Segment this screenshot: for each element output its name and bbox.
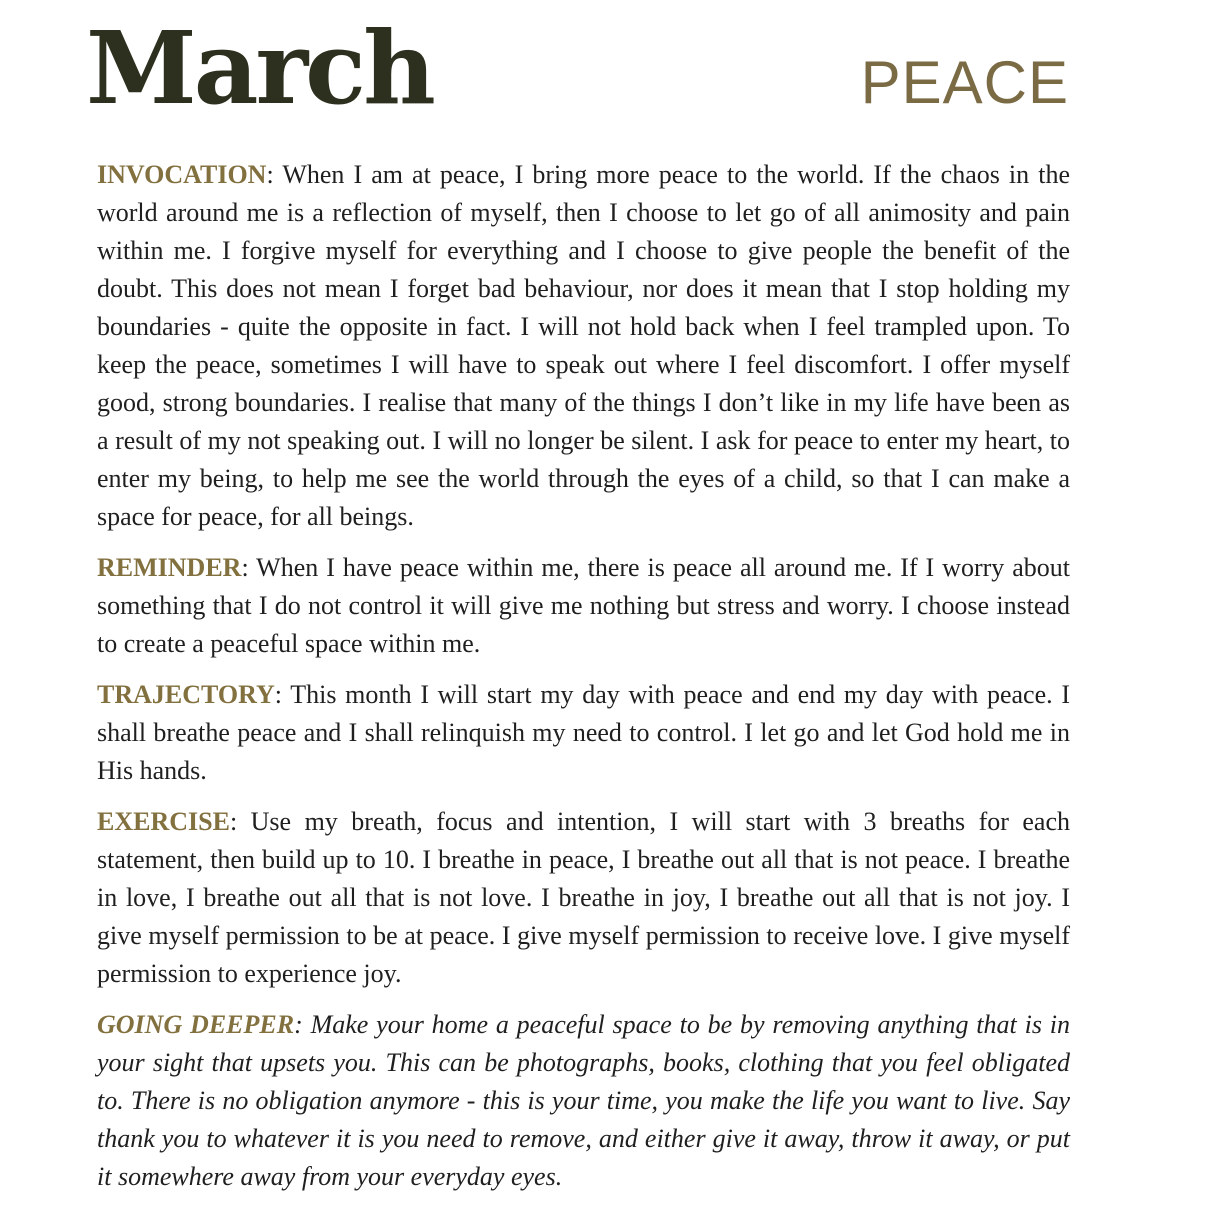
- section-reminder: [97, 549, 1070, 663]
- page-header: [86, 9, 1069, 127]
- month-title: March: [86, 9, 433, 127]
- section-label: GOING DEEPER: [97, 1010, 295, 1039]
- section-label: TRAJECTORY: [97, 680, 275, 709]
- section-label: REMINDER: [97, 553, 242, 582]
- section-separator: :: [294, 1010, 311, 1039]
- section-text: This month I will start my day with peace and end my day with peace. I shall breathe peace and I shall relinquish my need to control. I let go and let God hold me in His hands.: [97, 680, 1070, 785]
- section-label: EXERCISE: [97, 807, 230, 836]
- section-separator: :: [241, 553, 257, 582]
- theme-title: PEACE: [860, 49, 1069, 116]
- section-separator: :: [229, 807, 251, 836]
- section-going-deeper: [97, 1006, 1070, 1196]
- section-separator: :: [274, 680, 291, 709]
- section-text: When I have peace within me, there is peace all around me. If I worry about something that I do not control it will give me nothing but stress and worry. I choose instead to create a peaceful space within me.: [97, 553, 1070, 658]
- section-label: INVOCATION: [97, 160, 267, 189]
- section-exercise: [97, 803, 1070, 993]
- section-text: Use my breath, focus and intention, I will start with 3 breaths for each statement, then build up to 10. I breathe in peace, I breathe out all that is not peace. I breathe in love, I breathe out all that is not love. I breathe in joy, I breathe out all that is not joy. I give myself permission to be at peace. I give myself permission to receive love. I give myself permission to experience joy.: [97, 807, 1070, 988]
- section-text: Make your home a peaceful space to be by removing anything that is in your sight that upsets you. This can be photographs, books, clothing that you feel obligated to. There is no obligation anymore - this is your time, you make the life you want to live. Say thank you to whatever it is you need to remove, and either give it away, throw it away, or put it somewhere away from your everyday eyes.: [97, 1010, 1070, 1191]
- page-content: [97, 156, 1070, 1196]
- section-invocation: [97, 156, 1070, 536]
- section-trajectory: [97, 676, 1070, 790]
- section-text: When I am at peace, I bring more peace to the world. If the chaos in the world around me is a reflection of myself, then I choose to let go of all animosity and pain within me. I forgive myself for everything and I choose to give people the benefit of the doubt. This does not mean I forget bad behaviour, nor does it mean that I stop holding my boundaries - quite the opposite in fact. I will not hold back when I feel trampled upon. To keep the peace, sometimes I will have to speak out where I feel discomfort. I offer myself good, strong boundaries. I realise that many of the things I don’t like in my life have been as a result of my not speaking out. I will no longer be silent. I ask for peace to enter my heart, to enter my being, to help me see the world through the eyes of a child, so that I can make a space for peace, for all beings.: [97, 160, 1070, 531]
- section-separator: :: [266, 160, 283, 189]
